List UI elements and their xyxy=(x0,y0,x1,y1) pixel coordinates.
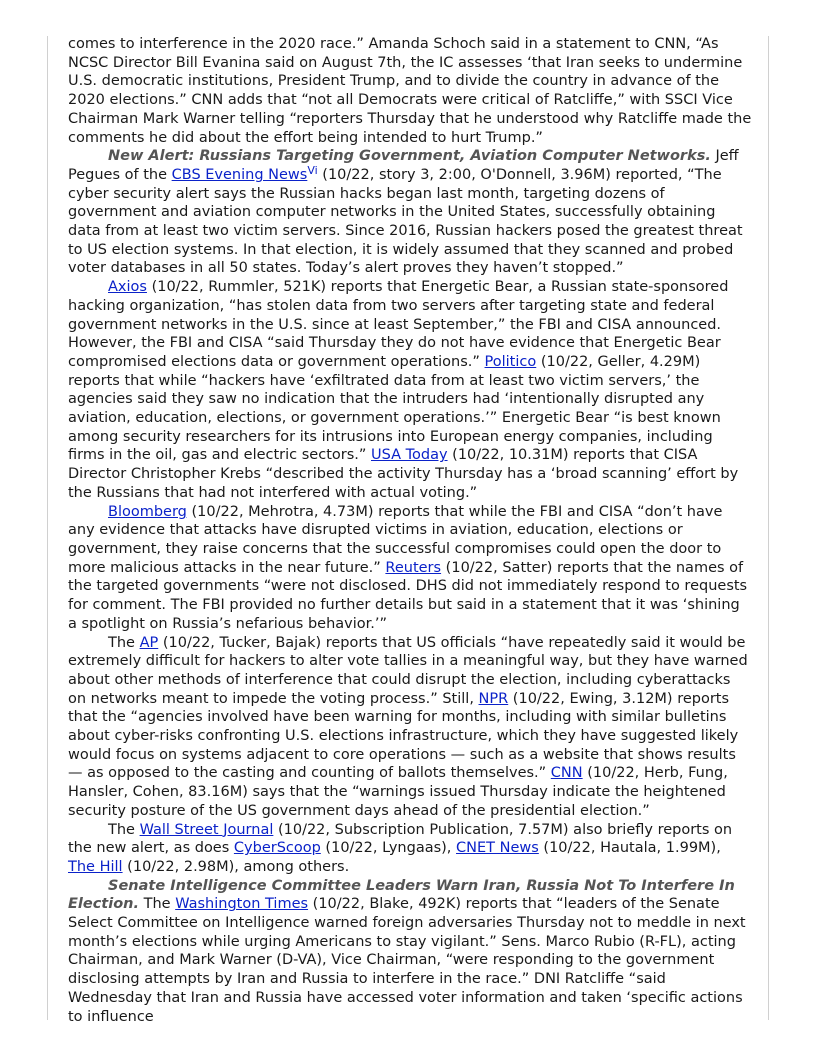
link-reuters[interactable]: Reuters xyxy=(385,559,442,576)
body-text: (10/22, Satter) reports that the names of the targeted governments “were not disclosed. DHS did not immediately respond to requests for comment. The FBI provided no further details but said in a statement that it was ‘shining a spotlight on Russia’s nefarious behavior.’” xyxy=(68,559,748,632)
paragraph-0 xyxy=(68,35,752,147)
body-text: The xyxy=(108,821,140,838)
link-cnn[interactable]: CNN xyxy=(550,765,583,782)
body-text: Jeff Pegues of the xyxy=(68,148,739,183)
paragraph-6 xyxy=(68,877,752,1027)
link-bloomberg[interactable]: Bloomberg xyxy=(108,503,187,520)
body-text: (10/22, Ewing, 3.12M) reports that the “agencies involved have been warning for months, including with similar bulletins about cyber-risks confronting U.S. elections infrastructure, which they have suggested likely would focus on systems adjacent to core operations — such as a website that shows results — as opposed to the casting and counting of ballots themselves.” xyxy=(68,690,739,782)
body-text: (10/22, story 3, 2:00, O'Donnell, 3.96M) reported, “The cyber security alert says the Russian hacks began last month, targeting dozens of government and aviation computer networks in the United States, successfully obtaining data from at least two victim servers. Since 2016, Russian hackers posed the greatest threat to US election systems. In that election, it is widely assumed that they scanned and probed voter databases in all 50 states. Today’s alert proves they haven’t stopped.” xyxy=(68,166,743,277)
paragraph-5 xyxy=(68,821,752,877)
document-body xyxy=(68,35,752,1026)
paragraph-4 xyxy=(68,634,752,821)
body-text: (10/22, 2.98M), among others. xyxy=(122,858,350,875)
section-heading: Senate Intelligence Committee Leaders Warn Iran, Russia Not To Interfere In Election. xyxy=(68,877,735,913)
right-margin-rule xyxy=(768,36,769,1020)
body-text: The xyxy=(139,896,176,913)
body-text: comes to interference in the 2020 race.” Amanda Schoch said in a statement to CNN, “As NCSC Director Bill Evanina said on August 7th, the IC assesses ‘that Iran seeks to undermine U.S. democratic institutions, President Trump, and to divide the country in advance of the 2020 elections.” CNN adds that “not all Democrats were critical of Ratcliffe,” with SSCI Vice Chairman Mark Warner telling “reporters Thursday that he understood why Ratcliffe made the comments he did about the effort being intended to hurt Trump.” xyxy=(68,36,752,146)
body-text: The xyxy=(108,634,140,651)
link-washington-times[interactable]: Washington Times xyxy=(175,896,309,913)
paragraph-1 xyxy=(68,147,752,278)
link-ap[interactable]: AP xyxy=(139,634,159,651)
body-text: (10/22, Hautala, 1.99M), xyxy=(538,840,721,857)
section-heading: New Alert: Russians Targeting Government, Aviation Computer Networks. xyxy=(108,148,711,165)
body-text: (10/22, Lyngaas), xyxy=(320,840,457,857)
link-usa-today[interactable]: USA Today xyxy=(371,447,448,464)
link-the-hill[interactable]: The Hill xyxy=(68,858,123,875)
body-text: (10/22, Tucker, Bajak) reports that US officials “have repeatedly said it would be extremely difficult for hackers to alter vote tallies in a meaningful way, but they have warned about other methods of interference that could disrupt the election, including cyberattacks on networks meant to impede the voting process.” Still, xyxy=(68,634,748,707)
link-npr[interactable]: NPR xyxy=(478,690,509,707)
link-cyberscoop[interactable]: CyberScoop xyxy=(233,840,321,857)
body-text: (10/22, Rummler, 521K) reports that Energetic Bear, a Russian state-sponsored hacking organization, “has stolen data from two servers after targeting state and federal government networks in the U.S. since at least September,” the FBI and CISA announced. However, the FBI and CISA “said Thursday they do not have evidence that Energetic Bear compromised elections data or government operations.” xyxy=(68,279,729,370)
footnote-marker[interactable]: Vi xyxy=(307,163,318,177)
link-cnet-news[interactable]: CNET News xyxy=(456,840,539,857)
link-cbs-evening-news[interactable]: CBS Evening News xyxy=(171,166,308,183)
body-text: (10/22, Herb, Fung, Hansler, Cohen, 83.16M) says that the “warnings issued Thursday indicate the heightened security posture of the US government days ahead of the presidential election.” xyxy=(68,765,728,819)
paragraph-2 xyxy=(68,278,752,502)
link-politico[interactable]: Politico xyxy=(484,353,537,370)
link-axios[interactable]: Axios xyxy=(108,279,147,296)
paragraph-3 xyxy=(68,503,752,634)
body-text: (10/22, Mehrotra, 4.73M) reports that while the FBI and CISA “don’t have any evidence that attacks have disrupted victims in aviation, education, elections or government, they raise concerns that the successful compromises could open the door to more malicious attacks in the near future.” xyxy=(68,503,723,576)
body-text: (10/22, Geller, 4.29M) reports that while “hackers have ‘exfiltrated data from at least two victim servers,’ the agencies said they saw no indication that the intruders had ‘intentionally disrupted any aviation, education, elections, or government operations.’” Energetic Bear “is best known among security researchers for its intrusions into European energy companies, including firms in the oil, gas and electric sectors.” xyxy=(68,353,721,464)
left-margin-rule xyxy=(47,36,48,1020)
body-text: (10/22, Subscription Publication, 7.57M) also briefly reports on the new alert, as does xyxy=(68,821,733,857)
body-text: (10/22, Blake, 492K) reports that “leaders of the Senate Select Committee on Intelligence warned foreign adversaries Thursday not to meddle in next month’s elections while urging Americans to stay vigilant.” Sens. Marco Rubio (R-FL), acting Chairman, and Mark Warner (D-VA), Vice Chairman, “were responding to the government disclosing attempts by Iran and Russia to interfere in the race.” DNI Ratcliffe “said Wednesday that Iran and Russia have accessed voter information and taken ‘specific actions to influence xyxy=(68,896,746,1025)
body-text: (10/22, 10.31M) reports that CISA Director Christopher Krebs “described the activity Thursday has a ‘broad scanning’ effort by the Russians that had not interfered with actual voting.” xyxy=(68,447,739,501)
link-wall-street-journal[interactable]: Wall Street Journal xyxy=(139,821,274,838)
